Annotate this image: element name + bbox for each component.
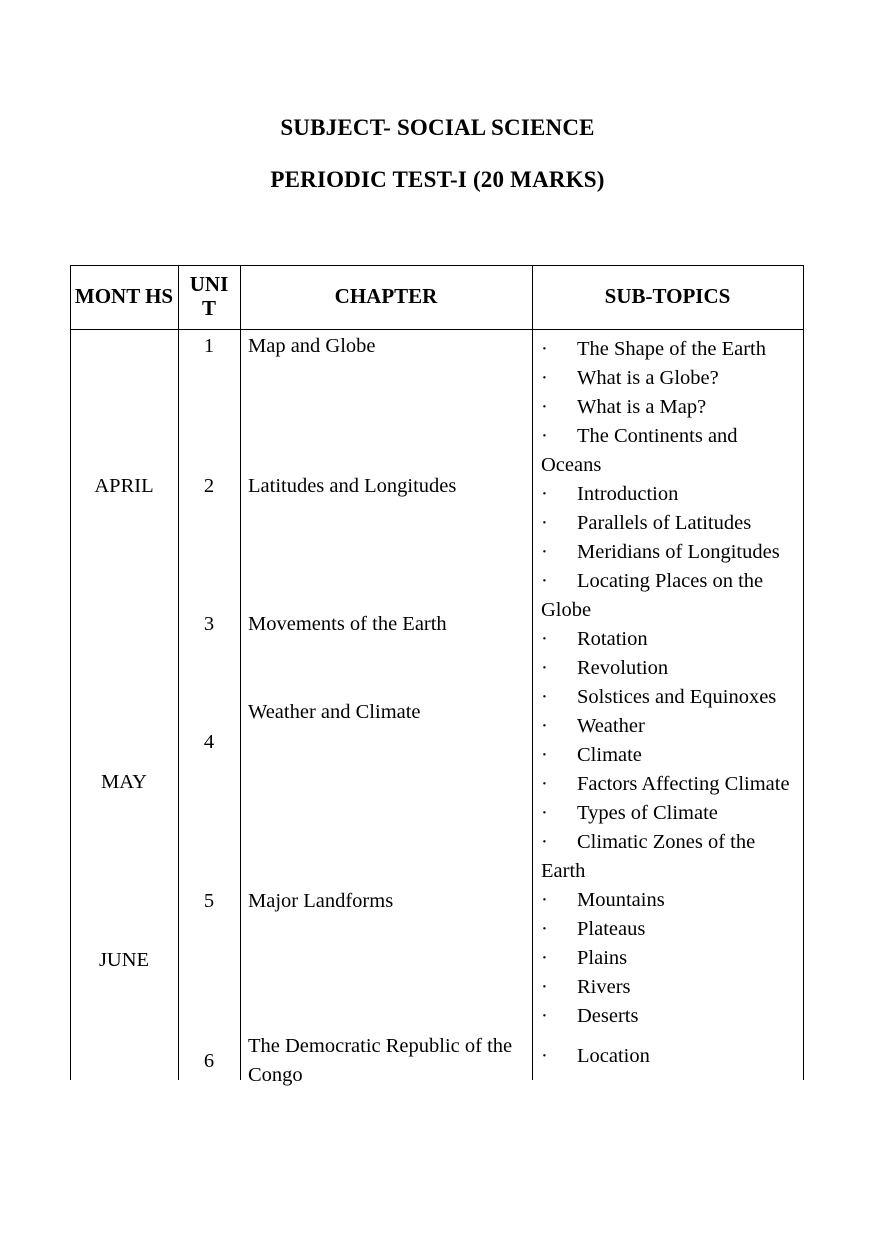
subtopic-item (541, 741, 797, 770)
subtopic-label: Climatic Zones of the Earth (541, 831, 756, 882)
syllabus-table (70, 265, 804, 1086)
subtopic-item (541, 770, 797, 799)
bullet-icon: · (541, 947, 548, 969)
subtopic-item (541, 886, 797, 915)
table-cell-chapter-3: Movements of the Earth (248, 613, 447, 635)
bullet-icon: · (541, 1005, 548, 1027)
table-cell-unit-4: 4 (203, 731, 215, 753)
subtopic-label: Location (577, 1045, 650, 1067)
subtopic-label: Plateaus (577, 918, 646, 940)
subtopic-item (541, 335, 797, 364)
bullet-icon: · (541, 918, 548, 940)
table-cell-unit-5: 5 (203, 890, 215, 912)
subtopic-label: The Shape of the Earth (577, 338, 766, 360)
table-column-rule-right (803, 265, 804, 1080)
subtopic-label: What is a Map? (577, 396, 707, 418)
subtopic-item (541, 393, 797, 422)
table-cell-unit-1: 1 (203, 335, 215, 357)
table-cell-month-june: JUNE (98, 949, 150, 971)
bullet-icon: · (541, 831, 548, 853)
subtopic-label: Rivers (577, 976, 631, 998)
table-cell-unit-6: 6 (203, 1050, 215, 1072)
subtopic-item (541, 828, 797, 886)
bullet-icon: · (541, 744, 548, 766)
table-header-chapter: CHAPTER (334, 284, 438, 309)
bullet-icon: · (541, 773, 548, 795)
subtopic-item (541, 538, 797, 567)
subtopic-item (541, 915, 797, 944)
subtopic-item (541, 567, 797, 625)
subtopic-label: The Continents and Oceans (541, 425, 738, 476)
bullet-icon: · (541, 367, 548, 389)
subtopic-item (541, 654, 797, 683)
subtopic-label: Rotation (577, 628, 648, 650)
table-header-unit: UNI T (189, 272, 229, 320)
subtopic-label: Introduction (577, 483, 679, 505)
table-cell-chapter-1: Map and Globe (248, 335, 376, 357)
table-header-subtopics: SUB-TOPICS (604, 284, 731, 309)
subtopic-item (541, 480, 797, 509)
subtopic-item (541, 973, 797, 1002)
subtopic-item (541, 509, 797, 538)
subtopic-spacer (541, 1031, 797, 1042)
bullet-icon: · (541, 889, 548, 911)
subtopic-label: Types of Climate (577, 802, 718, 824)
subtopic-item (541, 1002, 797, 1031)
subtopic-label: Revolution (577, 657, 669, 679)
bullet-icon: · (541, 657, 548, 679)
subtopic-label: Locating Places on the Globe (541, 570, 764, 621)
table-cell-month-april: APRIL (94, 475, 154, 497)
subtopic-label: Climate (577, 744, 642, 766)
table-cell-month-may: MAY (101, 771, 147, 793)
subtopic-item (541, 625, 797, 654)
bullet-icon: · (541, 976, 548, 998)
bullet-icon: · (541, 802, 548, 824)
subtopic-item (541, 364, 797, 393)
table-column-rule-unit (240, 265, 241, 1080)
table-cell-subtopics-list (532, 329, 803, 1071)
subtopic-label: Plains (577, 947, 628, 969)
bullet-icon: · (541, 483, 548, 505)
table-cell-chapter-4: Weather and Climate (248, 701, 421, 723)
subtopic-item (541, 944, 797, 973)
bullet-icon: · (541, 396, 548, 418)
subtopic-item (541, 712, 797, 741)
table-cell-unit-2: 2 (203, 475, 215, 497)
subtopic-label: What is a Globe? (577, 367, 719, 389)
subtopic-label: Factors Affecting Climate (577, 773, 790, 795)
table-cell-chapter-5: Major Landforms (248, 890, 394, 912)
bullet-icon: · (541, 686, 548, 708)
table-cell-chapter-2: Latitudes and Longitudes (248, 475, 457, 497)
subtopic-item (541, 683, 797, 712)
subtopic-item (541, 1042, 797, 1071)
subtopic-item (541, 799, 797, 828)
subtopic-label: Weather (577, 715, 645, 737)
bullet-icon: · (541, 425, 548, 447)
subtopic-item (541, 422, 797, 480)
bullet-icon: · (541, 1045, 548, 1067)
table-column-rule-months (178, 265, 179, 1080)
subtopic-label: Parallels of Latitudes (577, 512, 752, 534)
bullet-icon: · (541, 628, 548, 650)
table-cell-chapter-6: The Democratic Republic of the Congo (248, 1035, 518, 1086)
subtopic-label: Meridians of Longitudes (577, 541, 780, 563)
table-cell-unit-3: 3 (203, 613, 215, 635)
bullet-icon: · (541, 570, 548, 592)
bullet-icon: · (541, 338, 548, 360)
page-subtitle-test: PERIODIC TEST-I (20 MARKS) (270, 167, 605, 192)
subtopic-label: Mountains (577, 889, 665, 911)
bullet-icon: · (541, 715, 548, 737)
subtopic-label: Deserts (577, 1005, 639, 1027)
subtopic-label: Solstices and Equinoxes (577, 686, 777, 708)
bullet-icon: · (541, 541, 548, 563)
table-header-months: MONT HS (74, 284, 174, 309)
page-title-subject: SUBJECT- SOCIAL SCIENCE (280, 115, 595, 140)
bullet-icon: · (541, 512, 548, 534)
